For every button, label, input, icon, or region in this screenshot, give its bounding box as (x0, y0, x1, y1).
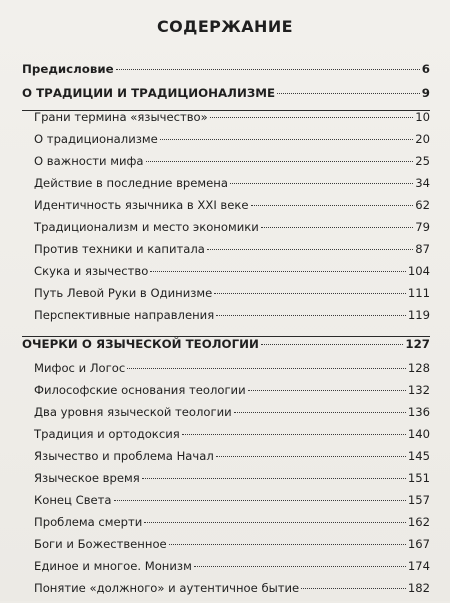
dot-leader (230, 183, 413, 184)
toc-entry-label: ОЧЕРКИ О ЯЗЫЧЕСКОЙ ТЕОЛОГИИ (22, 337, 259, 351)
table-of-contents (22, 62, 430, 603)
toc-entry-page: 167 (407, 537, 430, 551)
toc-entry-page: 127 (405, 337, 430, 351)
toc-entry (22, 176, 430, 198)
toc-entry-page: 157 (407, 493, 430, 507)
toc-entry-page: 79 (415, 220, 430, 234)
dot-leader (251, 205, 414, 206)
toc-entry-label: Боги и Божественное (34, 537, 167, 551)
section-rule (22, 110, 430, 111)
toc-entry-page: 34 (415, 176, 430, 190)
dot-leader (248, 390, 406, 391)
toc-entry-label: Язычество и проблема Начал (34, 449, 214, 463)
dot-leader (146, 161, 414, 162)
toc-entry-page: 151 (407, 471, 430, 485)
dot-leader (277, 93, 420, 94)
toc-entry (22, 220, 430, 242)
toc-entry-label: Предисловие (22, 62, 114, 76)
toc-entry-label: Перспективные направления (34, 308, 215, 322)
toc-entry-page: 6 (421, 62, 430, 76)
toc-entry (22, 427, 430, 449)
toc-entry-label: Два уровня языческой теологии (34, 405, 232, 419)
dot-leader (216, 456, 406, 457)
toc-entry-page: 111 (407, 286, 430, 300)
toc-entry-page: 104 (407, 264, 430, 278)
toc-entry-label: Идентичность язычника в XXI веке (34, 198, 249, 212)
toc-entry-page: 182 (407, 581, 430, 595)
toc-entry-label: Мифос и Логос (34, 361, 126, 375)
toc-entry-label: Понятие «должного» и аутентичное бытие (34, 581, 300, 595)
toc-entry-preface (22, 62, 430, 86)
toc-entry (22, 405, 430, 427)
toc-entry-label: О важности мифа (34, 154, 144, 168)
toc-entry (22, 242, 430, 264)
toc-entry-page: 136 (407, 405, 430, 419)
toc-entry-page: 119 (407, 308, 430, 322)
toc-entry (22, 383, 430, 405)
toc-entry (22, 537, 430, 559)
toc-section-tradition (22, 86, 430, 110)
toc-entry-label: Против техники и капитала (34, 242, 205, 256)
dot-leader (301, 588, 406, 589)
dot-leader (194, 566, 406, 567)
toc-entry-page: 62 (415, 198, 430, 212)
toc-entry-page: 128 (407, 361, 430, 375)
toc-entry (22, 154, 430, 176)
toc-entry-page: 162 (407, 515, 430, 529)
toc-entry-page: 9 (421, 86, 430, 100)
dot-leader (261, 344, 404, 345)
toc-entry-label: Традиция и ортодоксия (34, 427, 180, 441)
toc-entry-page: 87 (415, 242, 430, 256)
dot-leader (127, 368, 406, 369)
toc-entry-page: 10 (415, 110, 430, 124)
toc-entry-page: 145 (407, 449, 430, 463)
toc-entry-label: Языческое время (34, 471, 140, 485)
toc-entry (22, 132, 430, 154)
toc-entry (22, 264, 430, 286)
dot-leader (214, 293, 406, 294)
toc-entry-label: Конец Света (34, 493, 112, 507)
section-rule (22, 336, 430, 337)
toc-entry-page: 132 (407, 383, 430, 397)
toc-entry-label: Единое и многое. Монизм (34, 559, 192, 573)
toc-entry (22, 286, 430, 308)
dot-leader (116, 69, 420, 70)
toc-entry (22, 308, 430, 330)
page-title: СОДЕРЖАНИЕ (157, 17, 293, 36)
dot-leader (210, 117, 413, 118)
toc-entry-label: Грани термина «язычество» (34, 110, 208, 124)
toc-entry (22, 449, 430, 471)
toc-entry-page: 25 (415, 154, 430, 168)
toc-entry (22, 361, 430, 383)
toc-entry-label: Проблема смерти (34, 515, 143, 529)
dot-leader (207, 249, 413, 250)
toc-entry-label: Философские основания теологии (34, 383, 246, 397)
dot-leader (144, 522, 406, 523)
toc-entry-page: 20 (415, 132, 430, 146)
dot-leader (182, 434, 406, 435)
toc-entry (22, 515, 430, 537)
toc-entry (22, 493, 430, 515)
dot-leader (169, 544, 406, 545)
toc-entry (22, 198, 430, 220)
toc-entry (22, 110, 430, 132)
dot-leader (216, 315, 406, 316)
dot-leader (261, 227, 413, 228)
dot-leader (150, 271, 406, 272)
toc-entry-label: Скука и язычество (34, 264, 149, 278)
toc-entry-label: Действие в последние времена (34, 176, 228, 190)
toc-entry (22, 471, 430, 493)
dot-leader (114, 500, 406, 501)
toc-entry (22, 581, 430, 603)
toc-entry-label: О ТРАДИЦИИ И ТРАДИЦИОНАЛИЗМЕ (22, 86, 276, 100)
toc-entry-page: 174 (407, 559, 430, 573)
toc-entry-label: Путь Левой Руки в Одинизме (34, 286, 213, 300)
toc-entry-label: Традиционализм и место экономики (34, 220, 259, 234)
dot-leader (142, 478, 406, 479)
dot-leader (234, 412, 406, 413)
toc-entry (22, 559, 430, 581)
toc-section-theology (22, 337, 430, 361)
dot-leader (160, 139, 413, 140)
toc-entry-label: О традиционализме (34, 132, 158, 146)
toc-entry-page: 140 (407, 427, 430, 441)
